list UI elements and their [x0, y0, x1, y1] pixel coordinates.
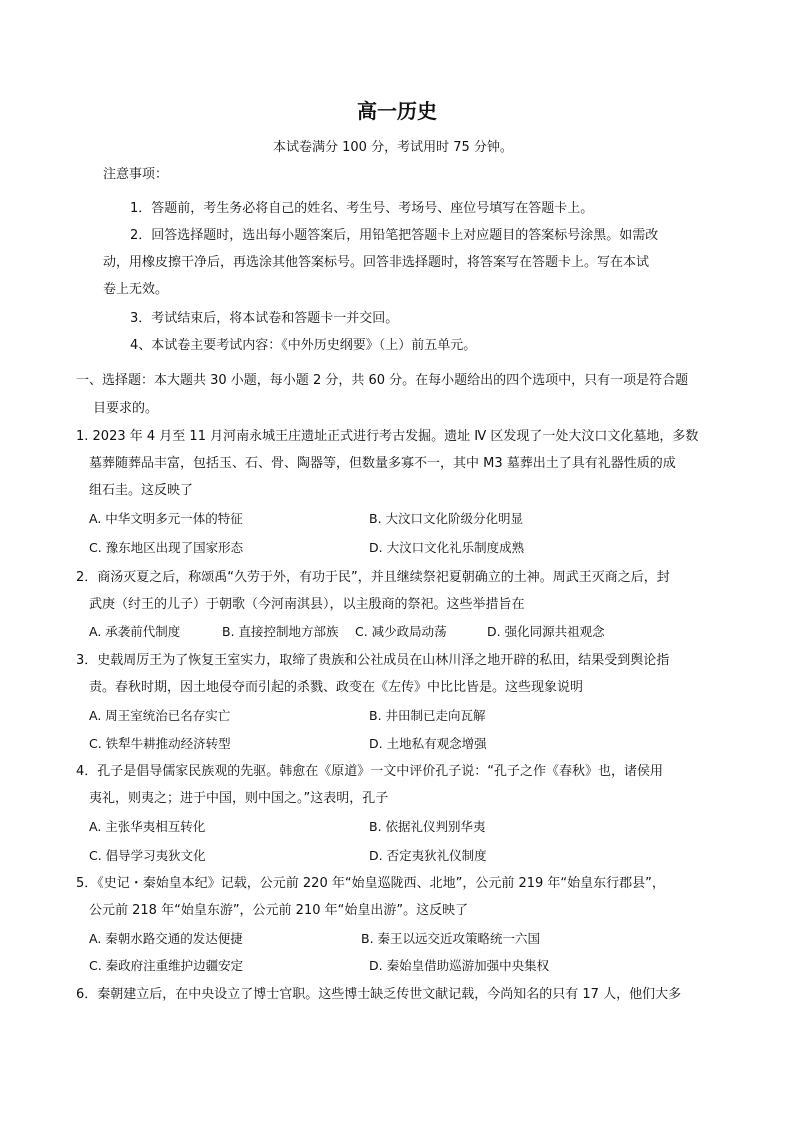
question-5-option-c[interactable]: C. 秦政府注重维护边疆安定: [89, 958, 244, 973]
question-1-option-c[interactable]: C. 豫东地区出现了国家形态: [89, 540, 244, 555]
question-1-line-3: 组石圭。这反映了: [89, 483, 194, 498]
notice-heading: 注意事项：: [103, 167, 169, 182]
question-4-option-a[interactable]: A. 主张华夷相互转化: [89, 819, 206, 834]
question-2-line-2: 武庚（纣王的儿子）于朝歌（今河南淇县），以主殷商的祭祀。这些举措旨在: [89, 597, 525, 612]
question-3-line-1: 3．史载周厉王为了恢复王室实力，取缔了贵族和公社成员在山林川泽之地开辟的私田，结果受到舆论指: [76, 653, 670, 668]
section-heading-line-1: 一、选择题：本大题共 30 小题，每小题 2 分，共 60 分。在每小题给出的四个选项中，只有一项是符合题: [76, 373, 689, 388]
notice-2-line-3: 卷上无效。: [103, 282, 169, 297]
question-5-line-2: 公元前 218 年“始皇东游”，公元前 210 年“始皇出游”。这反映了: [89, 903, 469, 918]
question-4-line-2: 夷礼，则夷之；进于中国，则中国之。”这表明，孔子: [89, 791, 389, 806]
question-1-option-d[interactable]: D. 大汶口文化礼乐制度成熟: [369, 540, 525, 555]
section-heading-line-2: 目要求的。: [93, 401, 159, 416]
question-1-line-2: 墓葬随葬品丰富，包括玉、石、骨、陶器等，但数量多寡不一，其中 M3 墓葬出土了具有礼器性质的成: [89, 456, 676, 471]
question-4-option-c[interactable]: C. 倡导学习夷狄文化: [89, 848, 206, 863]
notice-2-line-2: 动，用橡皮擦干净后，再选涂其他答案标号。回答非选择题时，将答案写在答题卡上。写在本试: [103, 255, 650, 270]
question-6-line-1: 6．秦朝建立后，在中央设立了博士官职。这些博士缺乏传世文献记载，今尚知名的只有 17 人，他们大多: [76, 987, 682, 1002]
question-2-option-b[interactable]: B. 直接控制地方部族: [222, 624, 339, 639]
question-2-line-1: 2．商汤灭夏之后，称颂禹“久劳于外，有功于民”，并且继续祭祀夏朝确立的土神。周武王灭商之后，封: [76, 570, 670, 585]
question-4-line-1: 4．孔子是倡导儒家民族观的先驱。韩愈在《原道》一文中评价孔子说：“孔子之作《春秋》也，诸侯用: [76, 764, 664, 779]
question-3-option-c[interactable]: C. 铁犁牛耕推动经济转型: [89, 736, 231, 751]
page-title: 高一历史: [357, 99, 437, 123]
question-2-option-c[interactable]: C. 减少政局动荡: [355, 624, 447, 639]
question-3-option-d[interactable]: D. 土地私有观念增强: [369, 736, 487, 751]
question-4-option-b[interactable]: B. 依据礼仪判别华夷: [369, 819, 486, 834]
question-2-option-a[interactable]: A. 承袭前代制度: [89, 624, 181, 639]
question-5-line-1: 5．《史记・秦始皇本纪》记载，公元前 220 年“始皇巡陇西、北地”，公元前 219 年“始皇东行郡县”，: [76, 876, 665, 891]
question-1-line-1: 1. 2023 年 4 月至 11 月河南永城王庄遗址正式进行考古发掘。遗址 Ⅳ 区发现了一处大汶口文化墓地，多数: [76, 429, 699, 444]
notice-1: 1．答题前，考生务必将自己的姓名、考生号、考场号、座位号填写在答题卡上。: [130, 201, 594, 216]
notice-3: 3．考试结束后，将本试卷和答题卡一并交回。: [130, 311, 399, 326]
question-2-option-d[interactable]: D. 强化同源共祖观念: [487, 624, 605, 639]
question-4-option-d[interactable]: D. 否定夷狄礼仪制度: [369, 848, 487, 863]
notice-4: 4、本试卷主要考试内容：《中外历史纲要》（上）前五单元。: [130, 338, 477, 353]
question-3-line-2: 责。春秋时期，因土地侵夺而引起的杀戮、政变在《左传》中比比皆是。这些现象说明: [89, 680, 584, 695]
question-1-option-a[interactable]: A. 中华文明多元一体的特征: [89, 511, 243, 526]
question-1-option-b[interactable]: B. 大汶口文化阶级分化明显: [369, 511, 524, 526]
question-3-option-b[interactable]: B. 井田制已走向瓦解: [369, 708, 486, 723]
question-5-option-d[interactable]: D. 秦始皇借助巡游加强中央集权: [369, 958, 550, 973]
notice-2-line-1: 2．回答选择题时，选出每小题答案后，用铅笔把答题卡上对应题目的答案标号涂黑。如需改: [130, 228, 659, 243]
question-5-option-a[interactable]: A. 秦朝水路交通的发达便捷: [89, 931, 243, 946]
question-3-option-a[interactable]: A. 周王室统治已名存实亡: [89, 708, 231, 723]
question-5-option-b[interactable]: B. 秦王以远交近攻策略统一六国: [361, 931, 541, 946]
exam-info: 本试卷满分 100 分，考试用时 75 分钟。: [273, 140, 513, 155]
